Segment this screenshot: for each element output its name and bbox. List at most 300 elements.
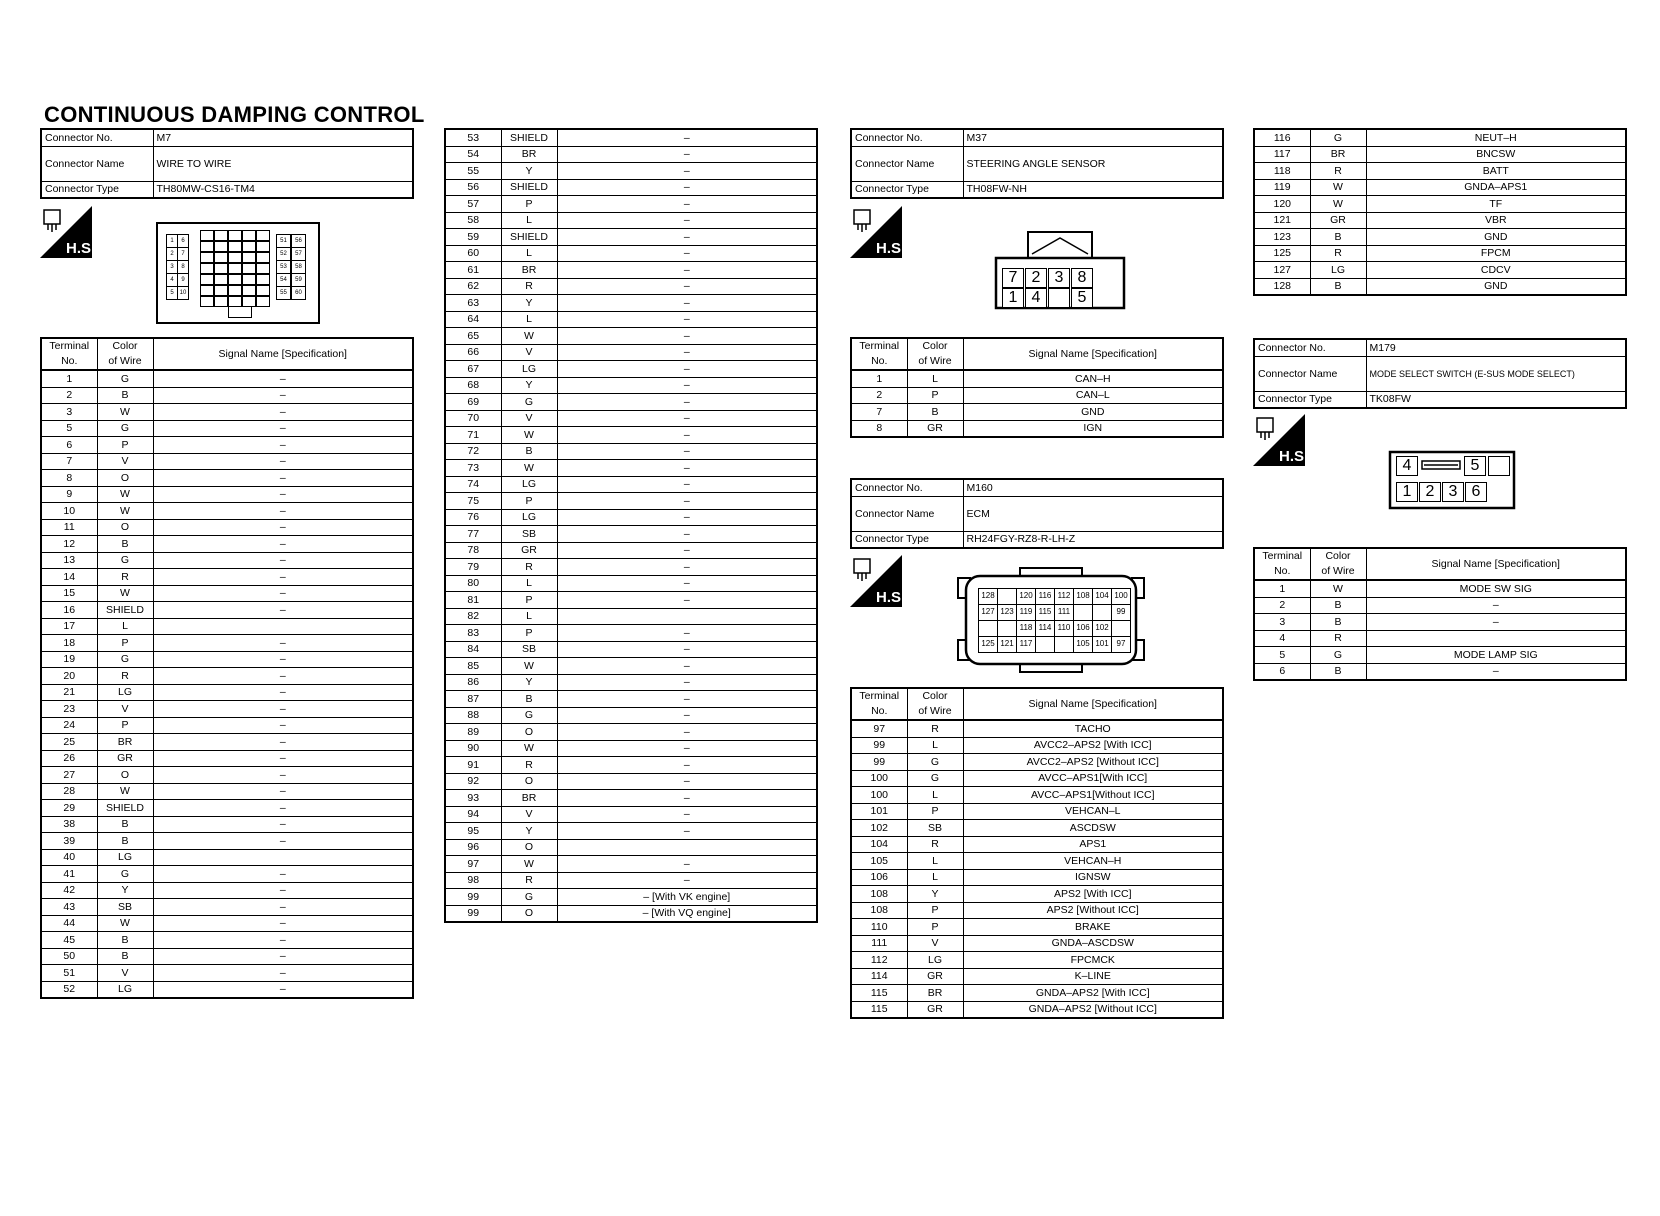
signal-name-cell: – [557,163,817,180]
connector-pin-cell [200,296,214,307]
connector-pin: 127 [978,604,998,621]
connector-pin-cell [200,230,214,241]
wire-color-cell: R [501,757,557,774]
m179-terminal-table [1253,547,1627,681]
signal-name-cell: – [557,691,817,708]
signal-name-cell: GND [1366,278,1626,295]
terminal-no-cell: 51 [41,965,97,982]
signal-name-cell: – [557,625,817,642]
wire-color-cell: B [97,948,153,965]
connector-pin: 8 [177,260,189,274]
table-row [41,734,413,751]
terminal-no-cell: 7 [41,453,97,470]
wire-color-cell: Y [97,882,153,899]
table-row [445,163,817,180]
wire-color-cell: P [907,919,963,936]
color-header-line1: Color [112,340,138,352]
wire-color-cell: L [907,787,963,804]
signal-name-cell: – [557,179,817,196]
wire-color-header [907,688,963,720]
wire-color-cell: R [501,559,557,576]
signal-name-cell: – [153,569,413,586]
table-row [41,486,413,503]
signal-name-cell: TACHO [963,720,1223,737]
connector-pin: 102 [1092,620,1112,637]
table-row [445,740,817,757]
terminal-no-cell: 8 [876,422,883,435]
signal-name-cell: – [557,641,817,658]
signal-name-cell: AVCC2–APS2 [With ICC] [963,737,1223,754]
wire-color-cell: V [97,965,153,982]
table-row [1254,129,1626,146]
wire-color-cell: LG [1310,262,1366,279]
table-row [445,559,817,576]
signal-name-cell: – [557,526,817,543]
wire-color-cell: Y [907,886,963,903]
terminal-no-cell: 128 [1273,280,1292,293]
terminal-no-cell: 74 [445,476,501,493]
terminal-no-cell: 1 [41,370,97,387]
table-row [41,453,413,470]
table-row [445,592,817,609]
signal-name-cell: – [557,146,817,163]
table-row [41,370,413,387]
connector-pin: 104 [1092,588,1112,605]
signal-name-cell: – [153,453,413,470]
connector-pin: 6 [177,234,189,248]
wire-color-cell: B [97,536,153,553]
connector-pin: 2 [166,247,178,261]
table-row [1254,229,1626,246]
wire-color-cell: GR [97,750,153,767]
terminal-no-cell: 99 [467,907,480,920]
terminal-no-cell: 5 [41,420,97,437]
connector-pin: 4 [166,273,178,287]
wire-color-cell: V [501,806,557,823]
table-row [445,295,817,312]
table-row [41,981,413,998]
terminal-no-cell: 55 [445,163,501,180]
wire-color-cell: R [907,720,963,737]
terminal-header-line1: Terminal [859,690,900,702]
wire-color-cell: W [1310,580,1366,597]
table-row [445,229,817,246]
table-row [41,816,413,833]
signal-name-cell: – [557,806,817,823]
signal-name-cell: – [557,493,817,510]
connector-pin-cell [242,263,256,274]
connector-pin: 4 [1396,456,1418,476]
table-row [851,985,1223,1002]
signal-name-cell: AVCC–APS1[Without ICC] [963,787,1223,804]
signal-name-cell: – [153,717,413,734]
terminal-header-line1: Terminal [859,340,900,352]
terminal-no-cell: 63 [445,295,501,312]
table-row [851,754,1223,771]
terminal-no-cell: 88 [445,707,501,724]
wire-color-cell: B [501,691,557,708]
signal-name-cell: GNDA–APS1 [1366,179,1626,196]
table-row [445,476,817,493]
connector-pin: 52 [276,247,291,261]
wire-color-cell: Y [501,823,557,840]
connector-pin [1111,620,1131,637]
table-row [851,787,1223,804]
wire-color-cell: W [97,486,153,503]
m179-connector-face-diagram [1388,450,1516,510]
wire-color-cell: LG [501,509,557,526]
terminal-no-cell: 6 [41,437,97,454]
terminal-no-cell: 100 [851,770,907,787]
signal-name-cell: NEUT–H [1366,129,1626,146]
signal-name-cell: – [557,559,817,576]
connector-pin-cell [228,230,242,241]
terminal-no-cell: 119 [1254,179,1310,196]
table-row [41,387,413,404]
terminal-no-cell: 102 [851,820,907,837]
terminal-no-cell: 64 [445,311,501,328]
signal-name-cell: – [153,585,413,602]
wire-color-cell: L [501,575,557,592]
connector-pin-cell [242,274,256,285]
connector-pin [978,620,998,637]
wire-color-header [1310,548,1366,580]
signal-name-cell: MODE SW SIG [1366,580,1626,597]
wire-color-cell: R [1310,163,1366,180]
m160-connector-face-diagram [956,566,1146,674]
terminal-no-cell: 118 [1254,163,1310,180]
terminal-no-cell: 6 [1279,665,1286,678]
signal-name-cell: BATT [1366,163,1626,180]
wire-color-cell: LG [907,952,963,969]
wire-color-cell: LG [501,361,557,378]
connector-pin-cell [242,252,256,263]
terminal-no-cell: 69 [445,394,501,411]
signal-name-cell: – [153,767,413,784]
wire-color-cell: P [501,196,557,213]
table-row [41,569,413,586]
connector-type-value: TK08FW [1369,393,1411,406]
wire-color-cell: W [97,915,153,932]
terminal-no-cell: 80 [445,575,501,592]
terminal-no-cell: 111 [851,935,907,952]
wire-color-cell: BR [501,790,557,807]
terminal-no-cell: 19 [41,651,97,668]
connector-pin: 3 [166,260,178,274]
terminal-no-cell: 123 [1254,229,1310,246]
connector-pin: 119 [1016,604,1036,621]
connector-pin-cell [214,296,228,307]
table-row [41,833,413,850]
terminal-no-header [851,338,907,370]
table-row [41,750,413,767]
wire-color-cell: SB [501,526,557,543]
connector-pin: 9 [177,273,189,287]
wire-color-cell: W [97,783,153,800]
signal-name-cell: – [557,129,817,146]
connector-pin: 6 [1465,482,1487,502]
table-row [445,823,817,840]
connector-pin: 99 [1111,604,1131,621]
wire-color-cell: SB [907,820,963,837]
wire-color-cell: B [97,833,153,850]
signal-name-cell: – [557,394,817,411]
terminal-no-cell: 68 [445,377,501,394]
m7-terminal-table-part1 [40,337,414,999]
color-header-line2: of Wire [918,355,952,367]
wire-color-header [97,338,153,370]
table-row [445,707,817,724]
m7-terminal-table-part2 [444,128,818,923]
table-row [445,724,817,741]
signal-name-cell: – [557,262,817,279]
wire-color-cell: L [501,212,557,229]
terminal-no-cell: 20 [41,668,97,685]
connector-pin: 117 [1016,636,1036,653]
connector-type-value: RH24FGY-RZ8-R-LH-Z [966,533,1076,546]
connector-name-value: STEERING ANGLE SENSOR [963,146,1223,181]
terminal-no-cell: 56 [445,179,501,196]
wire-color-cell: O [97,767,153,784]
signal-name-cell: – [557,724,817,741]
terminal-no-cell: 87 [445,691,501,708]
table-row [41,519,413,536]
terminal-no-cell: 9 [41,486,97,503]
table-row [1254,663,1626,680]
table-row [445,278,817,295]
table-row [445,361,817,378]
table-row [851,836,1223,853]
wire-color-cell: BR [1310,146,1366,163]
wire-color-cell: GR [907,420,963,437]
table-row [41,965,413,982]
terminal-no-cell: 62 [445,278,501,295]
signal-name-cell: – [557,856,817,873]
connector-pin: 10 [177,286,189,300]
signal-name-cell: – [153,420,413,437]
signal-name-cell: – [557,757,817,774]
table-row [851,952,1223,969]
wire-color-cell: P [907,387,963,404]
table-row [41,717,413,734]
terminal-no-cell: 4 [1254,630,1310,647]
terminal-no-cell: 43 [41,899,97,916]
table-row [41,651,413,668]
wire-color-cell: W [501,427,557,444]
terminal-no-cell: 50 [41,948,97,965]
wire-color-cell: G [501,394,557,411]
signal-name-cell: TF [1366,196,1626,213]
table-row [1254,245,1626,262]
signal-name-cell: – [557,427,817,444]
terminal-no-cell: 23 [41,701,97,718]
signal-name-cell: – [With VQ engine] [557,905,817,922]
terminal-no-cell: 92 [445,773,501,790]
terminal-no-cell: 105 [851,853,907,870]
table-row [41,668,413,685]
terminal-no-cell: 75 [445,493,501,510]
connector-pin: 1 [1002,288,1024,308]
signal-name-cell: – [153,783,413,800]
wire-color-cell: O [97,470,153,487]
terminal-no-cell: 1 [1254,580,1310,597]
signal-name-cell: – [153,404,413,421]
signal-name-cell: – [557,707,817,724]
signal-name-cell [557,608,817,625]
table-row [1254,630,1626,647]
wire-color-cell: G [97,420,153,437]
wire-color-cell: P [501,493,557,510]
signal-name-cell: – [557,460,817,477]
terminal-no-cell: 61 [445,262,501,279]
table-row [851,370,1223,387]
terminal-no-cell: 12 [41,536,97,553]
wire-color-cell: G [97,651,153,668]
terminal-no-cell: 28 [41,783,97,800]
terminal-no-header [1254,548,1310,580]
wire-color-cell: GR [907,1001,963,1018]
table-row [445,377,817,394]
table-row [445,608,817,625]
terminal-header-line2: No. [1274,565,1291,577]
color-header-line1: Color [922,690,948,702]
harness-side-icon [40,206,96,258]
signal-name-cell: – [153,882,413,899]
terminal-no-cell: 27 [41,767,97,784]
wire-color-cell: Y [501,163,557,180]
table-row [851,737,1223,754]
signal-name-cell: – [557,740,817,757]
terminal-no-cell: 42 [41,882,97,899]
signal-name-cell: APS2 [Without ICC] [963,902,1223,919]
signal-name-cell: MODE LAMP SIG [1366,647,1626,664]
signal-name-cell: – [557,773,817,790]
table-row [445,691,817,708]
signal-name-cell: ASCDSW [963,820,1223,837]
connector-pin: 111 [1054,604,1074,621]
terminal-no-cell: 2 [41,387,97,404]
terminal-no-cell: 86 [445,674,501,691]
table-row [445,773,817,790]
connector-pin-cell [228,285,242,296]
connector-pin: 3 [1048,268,1070,288]
table-row [41,800,413,817]
wire-color-cell: W [501,328,557,345]
wire-color-cell: SHIELD [97,602,153,619]
terminal-no-cell: 52 [63,983,76,996]
signal-name-cell: – [153,370,413,387]
terminal-no-cell: 78 [445,542,501,559]
terminal-no-header [851,688,907,720]
terminal-no-cell: 89 [445,724,501,741]
connector-pin: 7 [177,247,189,261]
connector-pin: 106 [1073,620,1093,637]
terminal-no-cell: 60 [445,245,501,262]
connector-pin-cell [214,241,228,252]
table-row [41,503,413,520]
connector-pin-cell [214,263,228,274]
signal-name-cell: – [557,476,817,493]
connector-type-label: Connector Type [851,181,963,198]
signal-name-cell: CAN–H [963,370,1223,387]
wire-color-cell: BR [907,985,963,1002]
signal-name-cell: – [557,377,817,394]
table-row [445,179,817,196]
connector-pin: 54 [276,273,291,287]
connector-pin: 116 [1035,588,1055,605]
connector-pin: 128 [978,588,998,605]
table-row [1254,146,1626,163]
table-row [445,757,817,774]
table-row [1254,179,1626,196]
connector-name-label: Connector Name [851,496,963,531]
signal-name-cell: IGN [963,420,1223,437]
table-row [445,509,817,526]
terminal-no-cell: 21 [41,684,97,701]
table-row [41,552,413,569]
connector-pin-cell [200,252,214,263]
terminal-no-cell: 3 [41,404,97,421]
signal-name-cell: – [557,361,817,378]
connector-pin: 100 [1111,588,1131,605]
signal-name-cell [1366,630,1626,647]
terminal-no-cell: 94 [445,806,501,823]
wire-color-cell: B [1310,614,1366,631]
connector-pin: 123 [997,604,1017,621]
wire-color-cell: SHIELD [501,229,557,246]
m179-connector-info [1253,338,1627,409]
connector-pin-cell [242,285,256,296]
signal-name-cell: VBR [1366,212,1626,229]
connector-no-value: M37 [963,129,1223,146]
wire-color-cell: SB [501,641,557,658]
table-row [41,932,413,949]
table-row [445,625,817,642]
connector-pin: 7 [1002,268,1024,288]
connector-pin: 4 [1025,288,1047,308]
wire-color-cell: O [501,839,557,856]
terminal-no-cell: 8 [41,470,97,487]
terminal-no-cell: 79 [445,559,501,576]
signal-name-cell: – [153,701,413,718]
table-row [1254,580,1626,597]
signal-name-cell: – [153,866,413,883]
signal-name-cell [557,839,817,856]
connector-pin: 118 [1016,620,1036,637]
connector-no-label: Connector No. [851,479,963,496]
wire-color-cell: P [501,592,557,609]
signal-name-cell: – [153,602,413,619]
wire-color-cell: W [1310,179,1366,196]
connector-pin: 105 [1073,636,1093,653]
signal-name-header: Signal Name [Specification] [963,688,1223,720]
terminal-no-cell: 85 [445,658,501,675]
m7-connector-info [40,128,414,199]
signal-name-cell: – [557,344,817,361]
terminal-no-cell: 99 [851,754,907,771]
connector-pin-cell [256,296,270,307]
table-row [445,460,817,477]
connector-name-label: Connector Name [851,146,963,181]
table-row [1254,597,1626,614]
table-row [851,820,1223,837]
page-title: CONTINUOUS DAMPING CONTROL [44,102,425,127]
connector-pin-cell [200,241,214,252]
table-row [851,1001,1223,1018]
signal-name-cell: – [557,443,817,460]
table-row [445,262,817,279]
wire-color-cell: B [1310,663,1366,680]
